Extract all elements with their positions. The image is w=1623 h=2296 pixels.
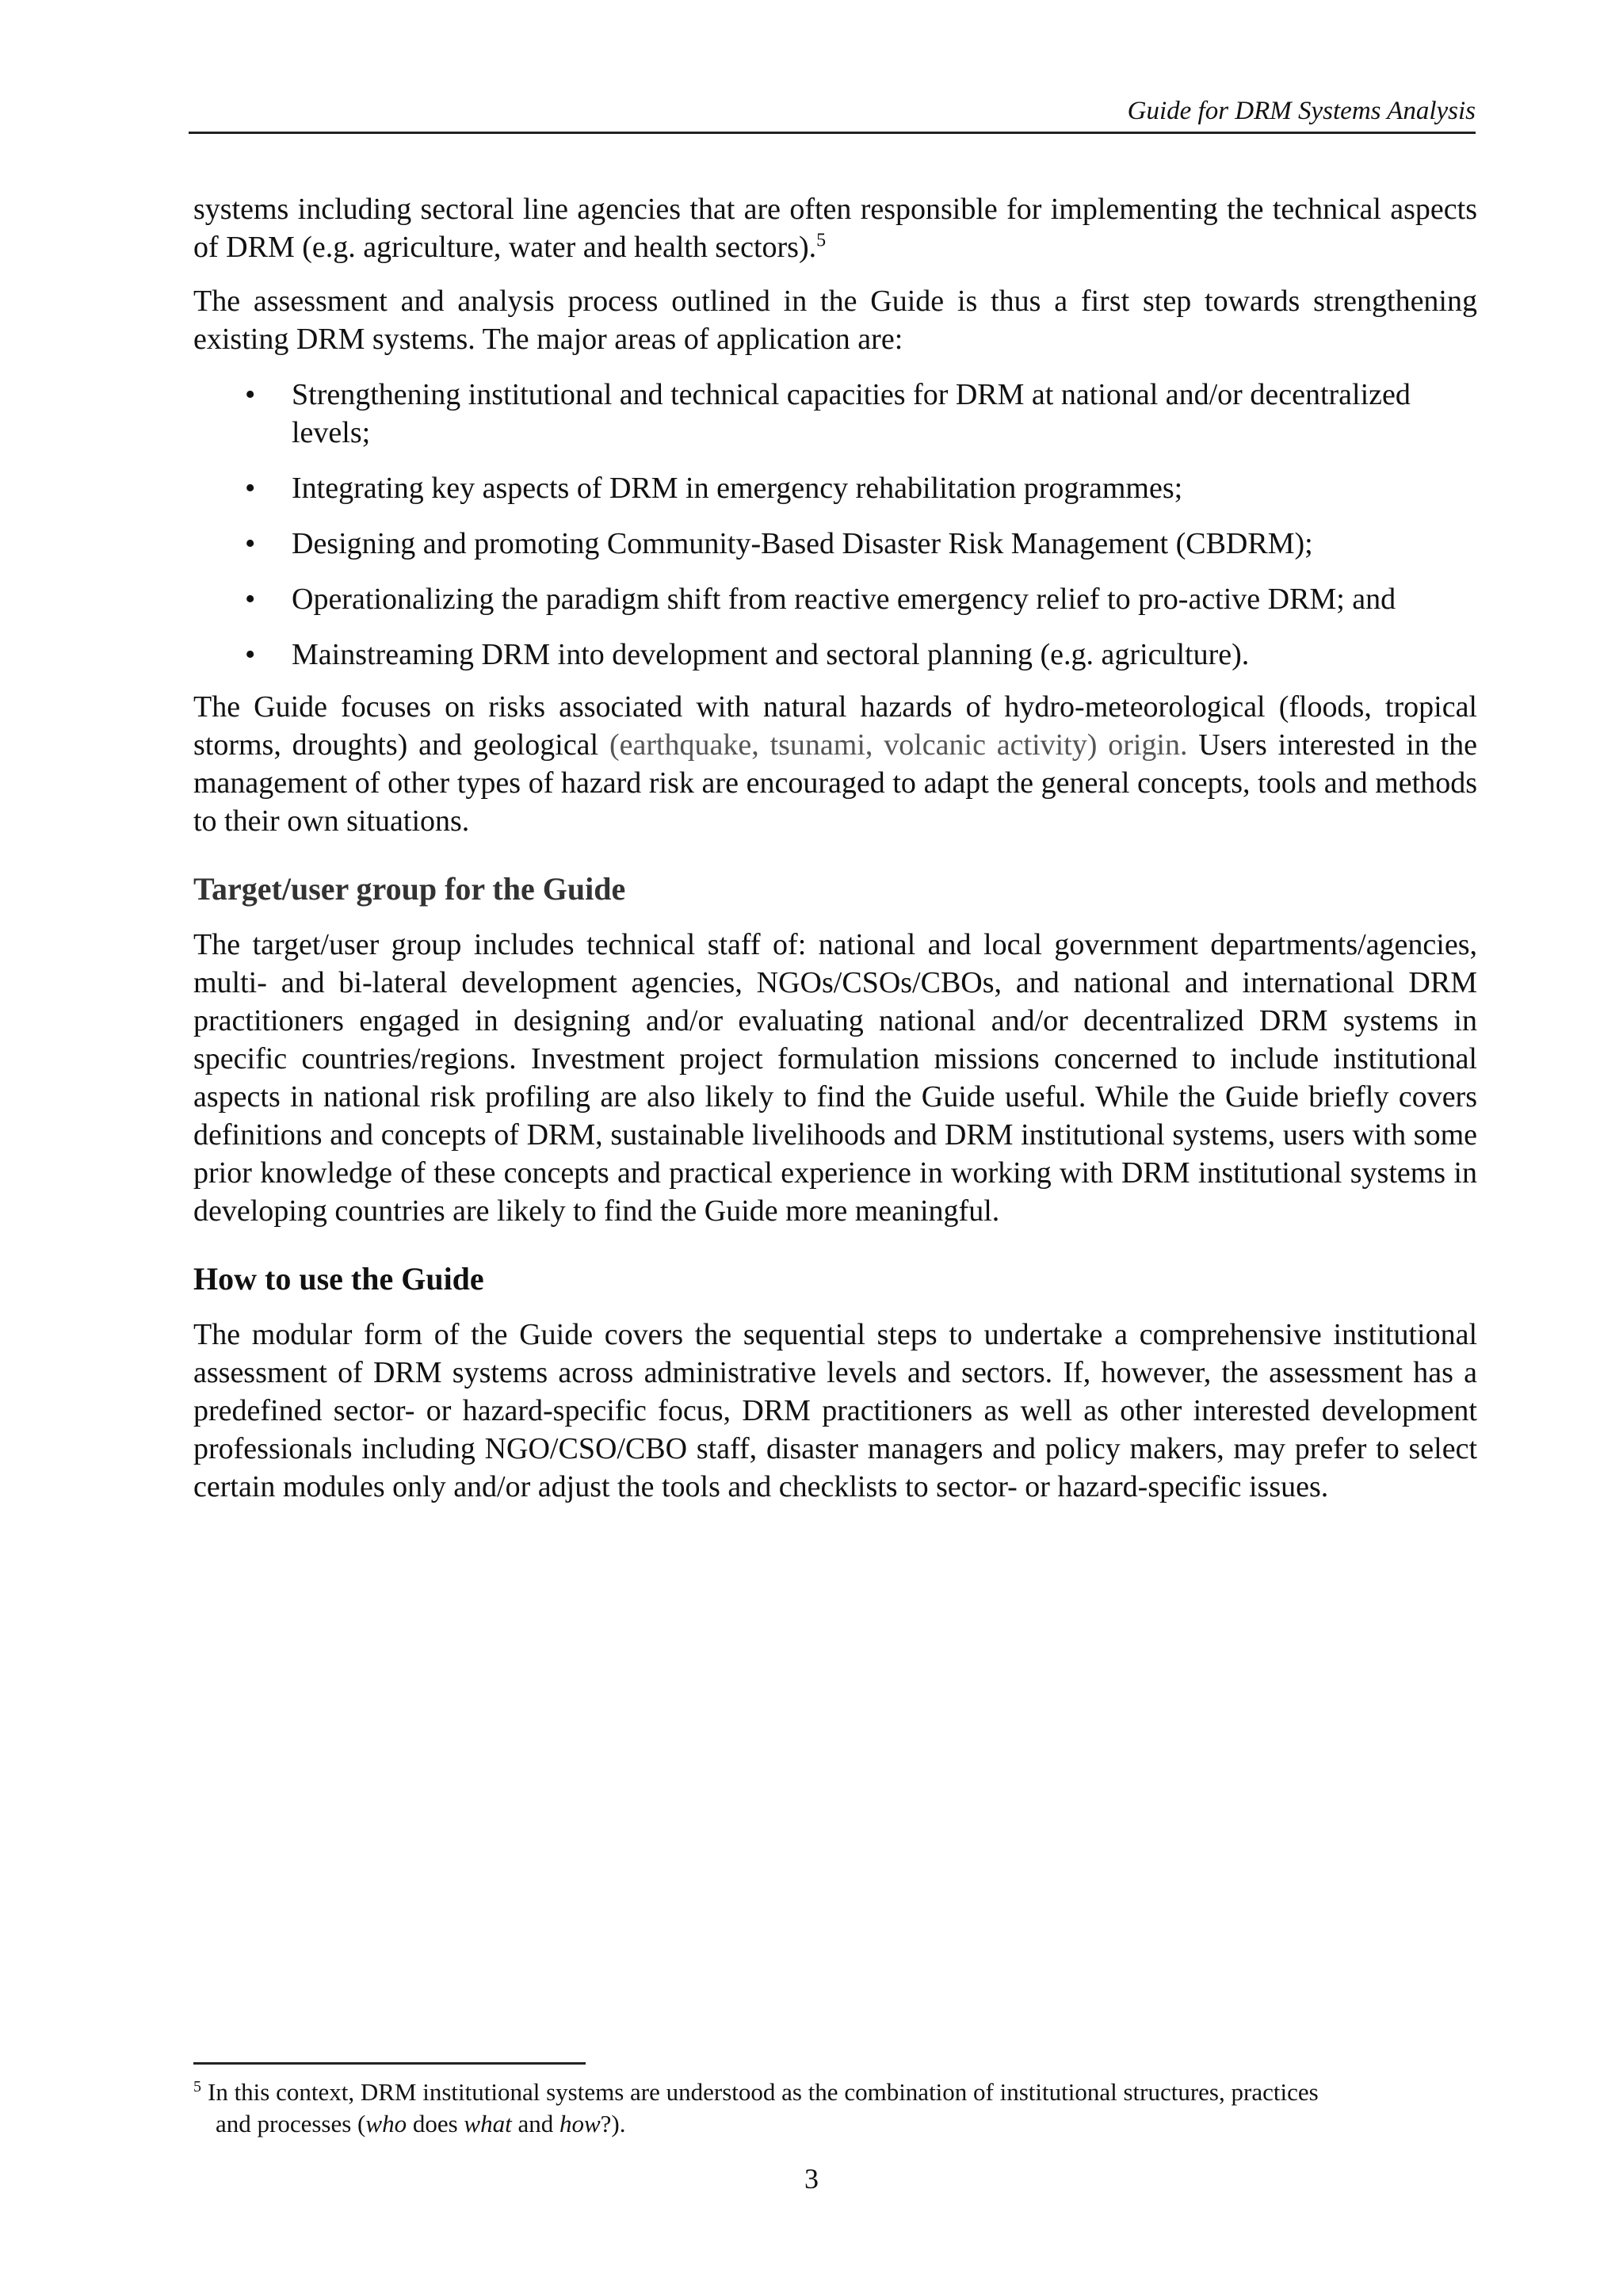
footnote-text: ?). [600, 2110, 626, 2137]
bullet-icon: • [245, 583, 256, 616]
section-heading-how-to-use: How to use the Guide [193, 1261, 484, 1297]
footnote-reference[interactable]: 5 [816, 230, 827, 251]
footnote-text: In this context, DRM institutional systems are understood as the combination of institutional structures, practices [208, 2078, 1319, 2106]
bullet-icon: • [245, 378, 256, 411]
page-header [189, 94, 1476, 134]
paragraph-assessment: The assessment and analysis process outlined in the Guide is thus a first step towards strengthening existing DRM systems. The major areas of application are: [193, 285, 1477, 356]
footnote-emphasis: who [365, 2110, 407, 2137]
footnote-line [193, 2108, 1477, 2140]
list-item [193, 376, 1477, 452]
list-item-text: Operationalizing the paradigm shift from reactive emergency relief to pro-active DRM; and [292, 583, 1396, 616]
footnote-emphasis: what [464, 2110, 512, 2137]
section-heading-target-group: Target/user group for the Guide [193, 871, 626, 907]
bullet-icon: • [245, 638, 256, 671]
paragraph-target-group: The target/user group includes technical staff of: national and local government departments/agencies, multi- and bi-lateral development agencies, NGOs/CSOs/CBOs, and national and international DRM practitioners engaged in designing and/or evaluating national and/or decentralized DRM systems in specific countries/regions. Investment project formulation missions concerned to include institutional aspects in national risk profiling are also likely to find the Guide useful. While the Guide briefly covers definitions and concepts of DRM, sustainable livelihoods and DRM institutional systems, users with some prior knowledge of these concepts and practical experience in working with DRM institutional systems in developing countries are likely to find the Guide more meaningful. [193, 928, 1477, 1228]
list-item [193, 525, 1477, 563]
list-item-text: Mainstreaming DRM into development and sectoral planning (e.g. agriculture). [292, 638, 1250, 671]
page-number: 3 [804, 2163, 819, 2195]
footnote [193, 2076, 1477, 2140]
paragraph-text: systems including sectoral line agencies that are often responsible for implementing the technical aspects of DRM (e.g. agriculture, water and health sectors). [193, 193, 1477, 264]
list-item [193, 580, 1477, 618]
footnote-number: 5 [193, 2077, 201, 2095]
footnote-line [193, 2076, 1477, 2108]
bullet-icon: • [245, 472, 256, 505]
paragraph-how-to-use: The modular form of the Guide covers the sequential steps to undertake a comprehensive institutional assessment of DRM systems across administrative levels and sectors. If, however, the assessment has a predefined sector- or hazard-specific focus, DRM practitioners as well as other interested development professionals including NGO/CSO/CBO staff, disaster managers and policy makers, may prefer to select certain modules only and/or adjust the tools and checklists to sector- or hazard-specific issues. [193, 1318, 1477, 1503]
paragraph-text: The Guide focuses on risks associated with natural hazards of hydro-meteorological (floods, tropical storms, droughts) and geological [193, 690, 1477, 762]
paragraph-text: Users interested in the management of other types of hazard risk are encouraged to adapt the general concepts, tools and methods to their own situations. [193, 728, 1478, 838]
paragraph-hazard-focus [193, 688, 1477, 840]
bullet-icon: • [245, 527, 256, 560]
footnote-text: and processes ( [216, 2110, 366, 2137]
footnote-divider [193, 2062, 586, 2065]
footnote-emphasis: how [559, 2110, 601, 2137]
list-item-text: Integrating key aspects of DRM in emergency rehabilitation programmes; [292, 472, 1183, 505]
list-item-text: Designing and promoting Community-Based Disaster Risk Management (CBDRM); [292, 527, 1313, 560]
running-title: Guide for DRM Systems Analysis [1127, 97, 1476, 125]
geological-hazards-text: (earthquake, tsunami, volcanic activity) origin. [609, 728, 1188, 762]
footnote-text: does [407, 2110, 464, 2137]
list-item-text: Strengthening institutional and technical capacities for DRM at national and/or decentralized levels; [292, 378, 1411, 449]
page-content [193, 190, 1477, 1522]
list-item [193, 469, 1477, 507]
application-areas-list [193, 376, 1477, 674]
list-item [193, 636, 1477, 674]
footnote-text: and [511, 2110, 559, 2137]
paragraph-intro-continuation [193, 190, 1477, 266]
